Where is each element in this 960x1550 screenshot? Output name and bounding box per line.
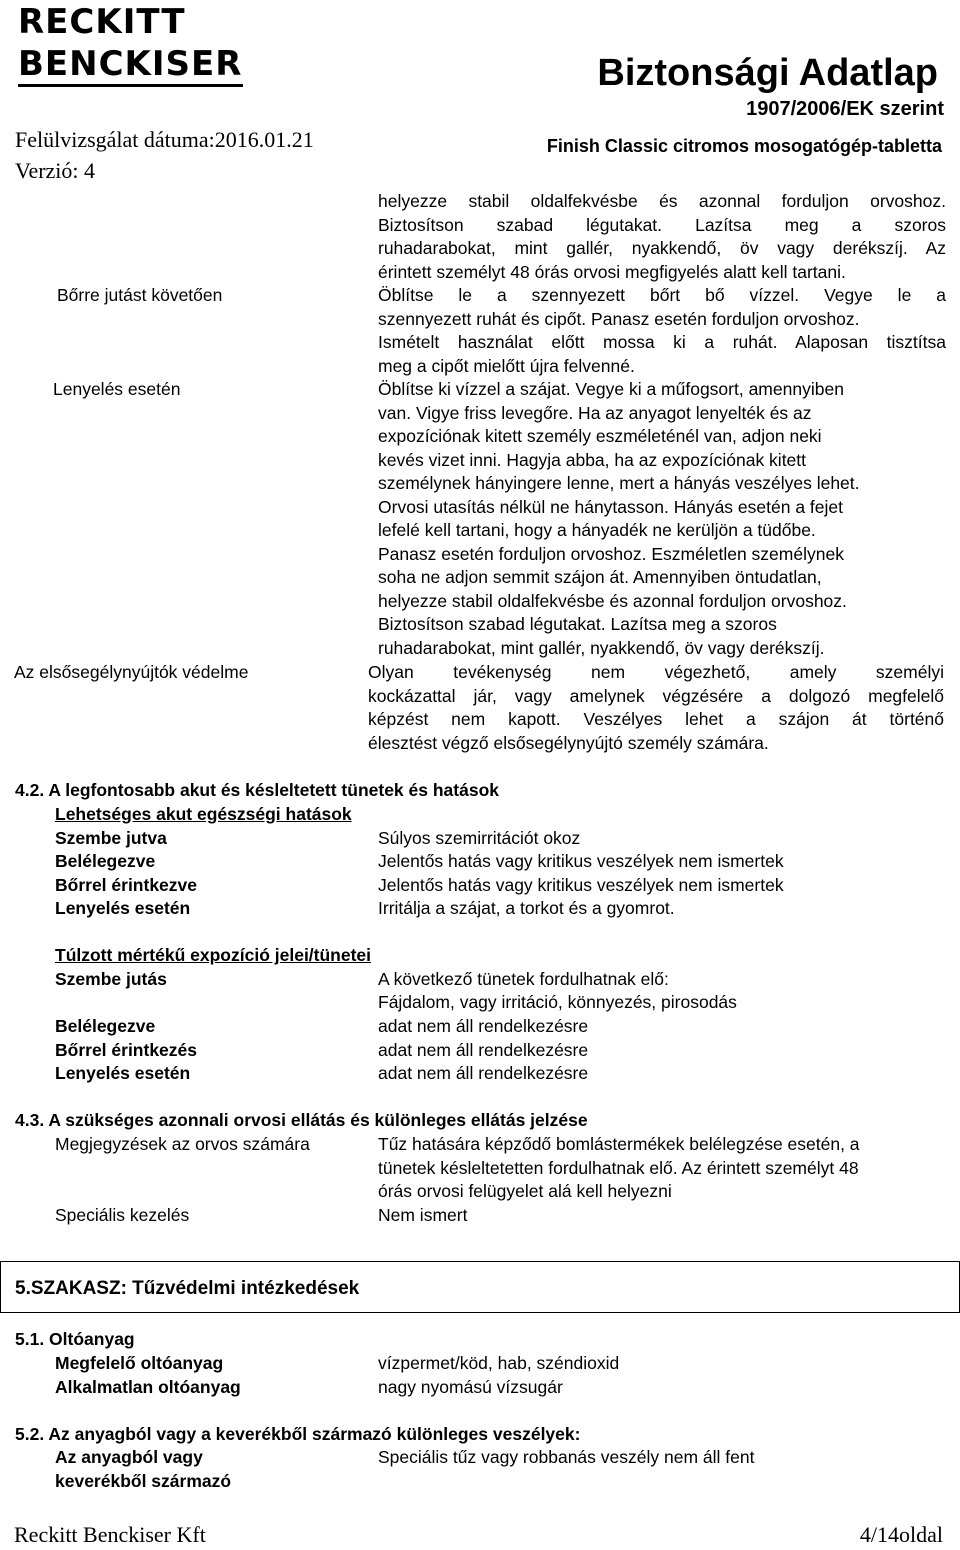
overexposure-label: Belélegezve <box>55 1016 156 1036</box>
text-line: Orvosi utasítás nélkül ne hánytasson. Hányás esetén a fejet <box>378 496 843 517</box>
text-line: Öblítse le a szennyezett bőrt bő vízzel. Vegye le a <box>378 285 946 305</box>
suitable-media-label: Megfelelő oltóanyag <box>55 1353 224 1373</box>
overexposure-title: Túlzott mértékű expozíció jelei/tünetei <box>55 945 372 965</box>
text-line: érintett személyt 48 órás orvosi megfigyelés alatt kell tartani. <box>378 261 846 282</box>
unsuitable-media-label: Alkalmatlan oltóanyag <box>55 1377 241 1397</box>
section-5-title: 5.SZAKASZ: Tűzvédelmi intézkedések <box>15 1278 360 1299</box>
text-line: soha ne adjon semmit szájon át. Amennyiben öntudatlan, <box>378 567 822 587</box>
overexposure-value: adat nem áll rendelkezésre <box>378 1040 589 1060</box>
acute-value: Irritálja a szájat, a torkot és a gyomrot. <box>378 898 675 918</box>
hazard-label-line2: keverékből származó <box>55 1471 232 1491</box>
physician-notes-text <box>378 1133 944 1204</box>
overexposure-label: Lenyelés esetén <box>55 1063 191 1083</box>
acute-value: Jelentős hatás vagy kritikus veszélyek nem ismertek <box>378 851 784 871</box>
overexposure-label: Szembe jutás <box>55 969 167 989</box>
overexposure-value: adat nem áll rendelkezésre <box>378 1063 589 1083</box>
text-line: képzést nem kapott. Veszélyes lehet a szájon át történő <box>368 709 944 729</box>
text-line: kevés vizet inni. Hagyja abba, ha az expozíciónak kitett <box>378 449 807 470</box>
text-line: élesztést végző elsősegélynyújtó személy számára. <box>368 732 769 753</box>
ingestion-text <box>378 378 946 660</box>
text-line: kockázattal jár, vagy amelynek végzésére a dolgozó megfelelő <box>368 685 944 706</box>
acute-label: Bőrrel érintkezve <box>55 875 198 895</box>
section-4-2-heading: 4.2. A legfontosabb akut és késleltetett tünetek és hatások <box>15 780 499 800</box>
skin-label: Bőrre jutást követően <box>57 285 223 305</box>
text-line: ruhadarabokat, mint gallér, nyakkendő, öv vagy derékszíj. <box>378 637 825 658</box>
ingestion-label: Lenyelés esetén <box>53 379 181 399</box>
acute-value: Jelentős hatás vagy kritikus veszélyek nem ismertek <box>378 875 784 895</box>
physician-notes-label: Megjegyzések az orvos számára <box>55 1134 310 1154</box>
acute-value: Súlyos szemirritációt okoz <box>378 828 581 848</box>
text-line: személynek hányingere lenne, mert a hányás veszélyes lehet. <box>378 473 860 493</box>
text-line: Tűz hatására képződő bomlástermékek belélegzése esetén, a <box>378 1134 860 1154</box>
text-line: van. Vigye friss levegőre. Ha az anyagot lenyelték és az <box>378 402 812 423</box>
hazard-label-line1: Az anyagból vagy <box>55 1447 203 1467</box>
overexposure-value: Fájdalom, vagy irritáció, könnyezés, pirosodás <box>378 992 737 1012</box>
text-line: ruhadarabokat, mint gallér, nyakkendő, öv vagy derékszíj. Az <box>378 238 946 258</box>
text-line: expozíciónak kitett személy eszméleténél van, adjon neki <box>378 426 822 446</box>
overexposure-label: Bőrrel érintkezés <box>55 1040 198 1060</box>
text-line: szennyezett ruhát és cipőt. Panasz esetén forduljon orvoshoz. <box>378 308 860 329</box>
unsuitable-media-value: nagy nyomású vízsugár <box>378 1377 563 1397</box>
first-aid-continuation <box>378 190 946 284</box>
acute-label: Belélegezve <box>55 851 156 871</box>
page-number: 4/14oldal <box>859 1522 943 1547</box>
section-5-2-heading: 5.2. Az anyagból vagy a keverékből származó különleges veszélyek: <box>15 1424 581 1444</box>
acute-label: Szembe jutva <box>55 828 167 848</box>
text-line: Olyan tevékenység nem végezhető, amely személyi <box>368 662 944 682</box>
special-treatment-label: Speciális kezelés <box>55 1205 190 1225</box>
section-4-3-heading: 4.3. A szükséges azonnali orvosi ellátás és különleges ellátás jelzése <box>15 1110 588 1130</box>
text-line: órás orvosi felügyelet alá kell helyezni <box>378 1181 672 1201</box>
skin-text <box>378 284 946 378</box>
protection-label: Az elsősegélynyújtók védelme <box>14 662 249 682</box>
text-line: Biztosítson szabad légutakat. Lazítsa meg a szoros <box>378 614 777 634</box>
text-line: Panasz esetén forduljon orvoshoz. Eszméletlen személynek <box>378 543 844 564</box>
footer-company: Reckitt Benckiser Kft <box>14 1522 206 1547</box>
acute-effects-title: Lehetséges akut egészségi hatások <box>55 804 352 824</box>
version: Verzió: 4 <box>15 158 96 183</box>
document-title: Biztonsági Adatlap <box>597 52 938 94</box>
overexposure-value: adat nem áll rendelkezésre <box>378 1016 589 1036</box>
review-date: Felülvizsgálat dátuma:2016.01.21 <box>15 127 314 152</box>
section-5-box <box>0 1261 960 1313</box>
section-5-1-heading: 5.1. Oltóanyag <box>15 1329 135 1349</box>
logo-line1: RECKITT <box>18 2 186 42</box>
protection-text <box>368 661 944 755</box>
text-line: meg a cipőt mielőtt újra felvenné. <box>378 355 635 376</box>
text-line: Ismételt használat előtt mossa ki a ruhát. Alaposan tisztítsa <box>378 332 946 352</box>
acute-label: Lenyelés esetén <box>55 898 191 918</box>
product-name: Finish Classic citromos mosogatógép-tabletta <box>546 136 942 156</box>
special-treatment-value: Nem ismert <box>378 1205 468 1225</box>
text-line: helyezze stabil oldalfekvésbe és azonnal forduljon orvoshoz. <box>378 590 847 611</box>
suitable-media-value: vízpermet/köd, hab, széndioxid <box>378 1353 620 1373</box>
logo-line2: BENCKISER <box>18 44 243 84</box>
logo-rule <box>18 84 243 87</box>
text-line: Biztosítson szabad légutakat. Lazítsa meg a szoros <box>378 214 946 235</box>
overexposure-value: A következő tünetek fordulhatnak elő: <box>378 969 669 989</box>
hazard-value: Speciális tűz vagy robbanás veszély nem áll fent <box>378 1447 755 1467</box>
regulation: 1907/2006/EK szerint <box>746 98 944 120</box>
text-line: tünetek késleltetetten fordulhatnak elő. Az érintett személyt 48 <box>378 1157 859 1178</box>
text-line: Öblítse ki vízzel a szájat. Vegye ki a műfogsort, amennyiben <box>378 379 844 399</box>
text-line: lefelé kell tartani, hogy a hányadék ne kerüljön a tüdőbe. <box>378 520 816 540</box>
text-line: helyezze stabil oldalfekvésbe és azonnal forduljon orvoshoz. <box>378 191 946 211</box>
